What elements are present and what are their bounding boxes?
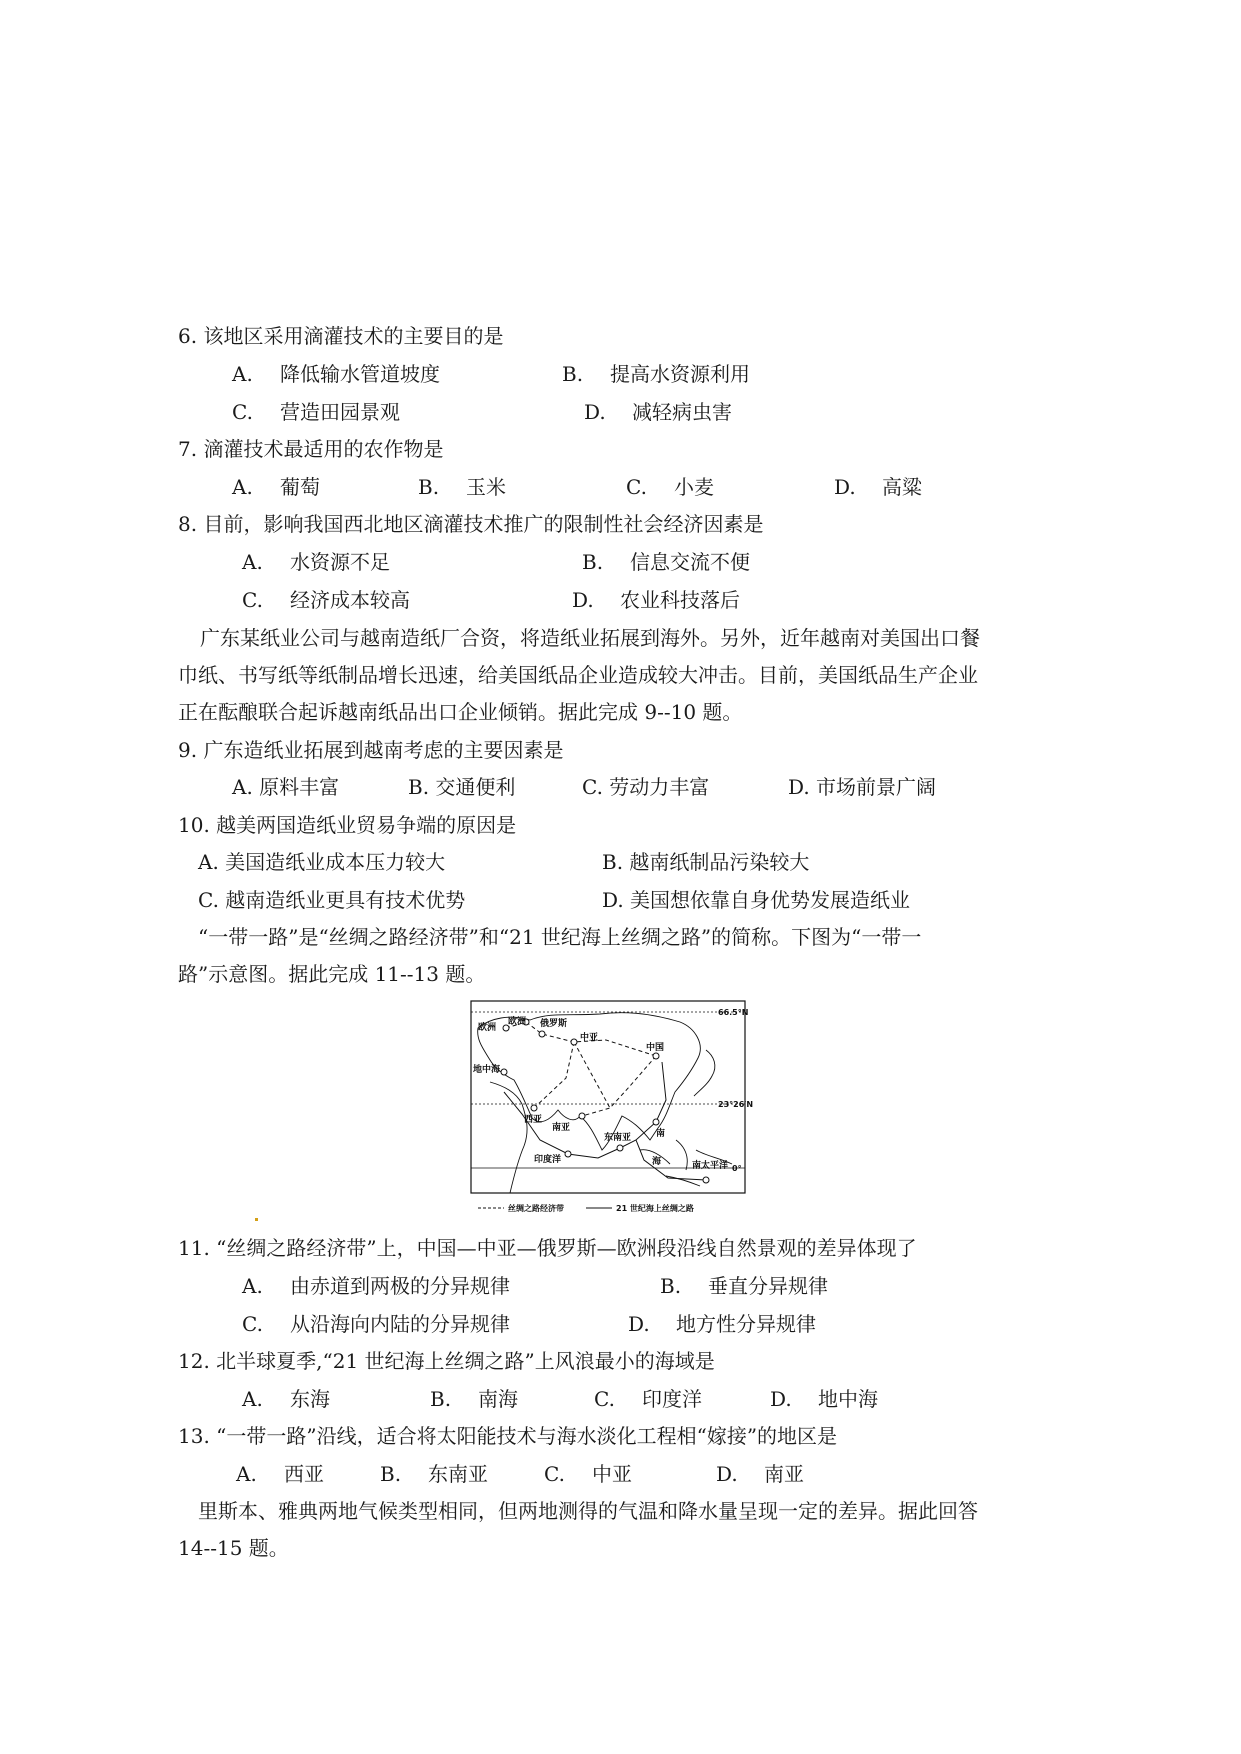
question-10-stem: 10. 越美两国造纸业贸易争端的原因是 [178,813,517,837]
q6-option-d[interactable] [584,398,732,426]
q9-option-b[interactable]: B. 交通便利 [408,775,516,799]
q9-option-c[interactable]: C. 劳动力丰富 [582,775,710,799]
option-letter: A. [242,1387,263,1411]
option-letter: C. [544,1462,565,1486]
q13-option-d[interactable] [716,1460,804,1488]
q8-option-c[interactable] [242,586,410,614]
option-letter: A. [242,1274,263,1298]
question-8-stem: 8. 目前，影响我国西北地区滴灌技术推广的限制性社会经济因素是 [178,512,764,536]
q9-option-a[interactable]: A. 原料丰富 [232,775,340,799]
q13-option-b[interactable] [380,1460,488,1488]
option-letter: C. [242,588,263,612]
option-letter: D. [628,1312,650,1336]
option-text: 营造田园景观 [280,400,400,424]
question-6-stem: 6. 该地区采用滴灌技术的主要目的是 [178,324,504,348]
option-text: 东南亚 [428,1462,488,1486]
question-12-stem: 12. 北半球夏季,“21 世纪海上丝绸之路”上风浪最小的海域是 [178,1349,715,1373]
passage-lisbon-athens-line-1: 里斯本、雅典两地气候类型相同，但两地测得的气温和降水量呈现一定的差异。据此回答 [198,1499,978,1523]
option-text: 印度洋 [642,1387,702,1411]
q12-option-a[interactable] [242,1385,330,1413]
question-11-stem: 11. “丝绸之路经济带”上，中国—中亚—俄罗斯—欧洲段沿线自然景观的差异体现了 [178,1236,917,1260]
q12-option-c[interactable] [594,1385,702,1413]
option-text: 经济成本较高 [290,588,410,612]
question-13-stem: 13. “一带一路”沿线，适合将太阳能技术与海水淡化工程相“嫁接”的地区是 [178,1424,838,1448]
option-text: 农业科技落后 [620,588,740,612]
node-south-sea [653,1119,659,1125]
label-lat-arctic: 66.5°N [718,1008,749,1017]
label-mediterranean: 地中海 [473,1065,501,1075]
node-se-asia [617,1145,623,1151]
option-letter: B. [418,475,440,499]
option-letter: C. [232,400,253,424]
q9-option-d[interactable]: D. 市场前景广阔 [788,775,937,799]
option-text: 南海 [478,1387,518,1411]
option-letter: A. [236,1462,257,1486]
option-text: 小麦 [674,475,714,499]
label-lat-tropic: 23°26′N [718,1100,754,1109]
label-south-pacific: 南太平洋 [692,1161,729,1171]
node-russia [539,1031,545,1037]
node-china [653,1053,659,1059]
passage-paper-industry-line-2: 巾纸、书写纸等纸制品增长迅速，给美国纸品企业造成较大冲击。目前，美国纸品生产企业 [178,663,978,687]
option-letter: A. [232,475,253,499]
label-south-asia: 南亚 [552,1123,571,1133]
option-text: 南亚 [764,1462,804,1486]
node-indian-ocean [565,1151,571,1157]
label-russia: 俄罗斯 [540,1019,568,1029]
option-text: 地方性分异规律 [676,1312,816,1336]
label-se-asia: 东南亚 [604,1133,632,1143]
q8-option-b[interactable] [582,548,750,576]
option-letter: D. [584,400,606,424]
option-text: 减轻病虫害 [632,400,732,424]
label-europe: 欧洲 [478,1023,497,1033]
option-letter: A. [232,362,253,386]
label-indian-ocean: 印度洋 [534,1155,562,1165]
belt-and-road-map [470,1000,754,1218]
option-letter: B. [380,1462,402,1486]
label-china: 中国 [646,1043,665,1053]
label-europe-2: 欧洲 [508,1017,527,1027]
q10-option-a[interactable]: A. 美国造纸业成本压力较大 [198,850,446,874]
node-central-asia [571,1039,577,1045]
q11-option-c[interactable] [242,1310,510,1338]
node-south-asia [579,1113,585,1119]
q8-option-d[interactable] [572,586,740,614]
option-letter: D. [770,1387,792,1411]
option-text: 垂直分异规律 [708,1274,828,1298]
q7-option-d[interactable] [834,473,922,501]
q13-option-a[interactable] [236,1460,324,1488]
question-7-stem: 7. 滴灌技术最适用的农作物是 [178,437,444,461]
option-text: 从沿海向内陆的分异规律 [290,1312,510,1336]
option-text: 西亚 [284,1462,324,1486]
q6-option-a[interactable] [232,360,440,388]
option-text: 中亚 [592,1462,632,1486]
option-letter: A. [242,550,263,574]
label-sea: 海 [652,1157,662,1167]
q8-option-a[interactable] [242,548,390,576]
label-west-asia: 西亚 [524,1115,543,1125]
q7-option-c[interactable] [626,473,714,501]
q12-option-d[interactable] [770,1385,878,1413]
q7-option-a[interactable] [232,473,320,501]
q12-option-b[interactable] [430,1385,518,1413]
label-central-asia: 中亚 [580,1033,599,1043]
option-letter: C. [242,1312,263,1336]
question-9-stem: 9. 广东造纸业拓展到越南考虑的主要因素是 [178,738,564,762]
q6-option-c[interactable] [232,398,400,426]
q11-option-d[interactable] [628,1310,816,1338]
option-letter: B. [562,362,584,386]
passage-lisbon-athens-line-2: 14--15 题。 [178,1536,289,1560]
option-text: 玉米 [466,475,506,499]
option-text: 高粱 [882,475,922,499]
passage-paper-industry-line-3: 正在酝酿联合起诉越南纸品出口企业倾销。据此完成 9--10 题。 [178,700,743,724]
stray-mark [255,1218,258,1221]
passage-belt-road-line-2: 路”示意图。据此完成 11--13 题。 [178,962,486,986]
option-letter: D. [716,1462,738,1486]
option-letter: B. [430,1387,452,1411]
q11-option-b[interactable] [660,1272,828,1300]
option-letter: D. [572,588,594,612]
q7-option-b[interactable] [418,473,506,501]
option-text: 葡萄 [280,475,320,499]
q11-option-a[interactable] [242,1272,510,1300]
option-text: 水资源不足 [290,550,390,574]
q10-option-b[interactable]: B. 越南纸制品污染较大 [602,850,810,874]
legend-road-label: 21 世纪海上丝绸之路 [616,1204,694,1213]
passage-belt-road-line-1: “一带一路”是“丝绸之路经济带”和“21 世纪海上丝绸之路”的简称。下图为“一带一 [198,925,922,949]
option-letter: B. [582,550,604,574]
option-text: 东海 [290,1387,330,1411]
q13-option-c[interactable] [544,1460,632,1488]
option-text: 信息交流不便 [630,550,750,574]
option-letter: C. [594,1387,615,1411]
q10-option-c[interactable]: C. 越南造纸业更具有技术优势 [198,888,466,912]
option-text: 提高水资源利用 [610,362,750,386]
passage-paper-industry-line-1: 广东某纸业公司与越南造纸厂合资，将造纸业拓展到海外。另外，近年越南对美国出口餐 [200,626,980,650]
option-text: 由赤道到两极的分异规律 [290,1274,510,1298]
option-letter: C. [626,475,647,499]
node-west-asia [531,1105,537,1111]
option-text: 地中海 [818,1387,878,1411]
option-text: 降低输水管道坡度 [280,362,440,386]
label-south: 南 [656,1129,666,1139]
label-lat-equator: 0° [732,1164,742,1173]
node-south-pacific [703,1177,709,1183]
q6-option-b[interactable] [562,360,750,388]
q10-option-d[interactable]: D. 美国想依靠自身优势发展造纸业 [602,888,911,912]
option-letter: B. [660,1274,682,1298]
legend-belt-label: 丝绸之路经济带 [508,1204,564,1213]
option-letter: D. [834,475,856,499]
node-mediterranean [501,1069,507,1075]
